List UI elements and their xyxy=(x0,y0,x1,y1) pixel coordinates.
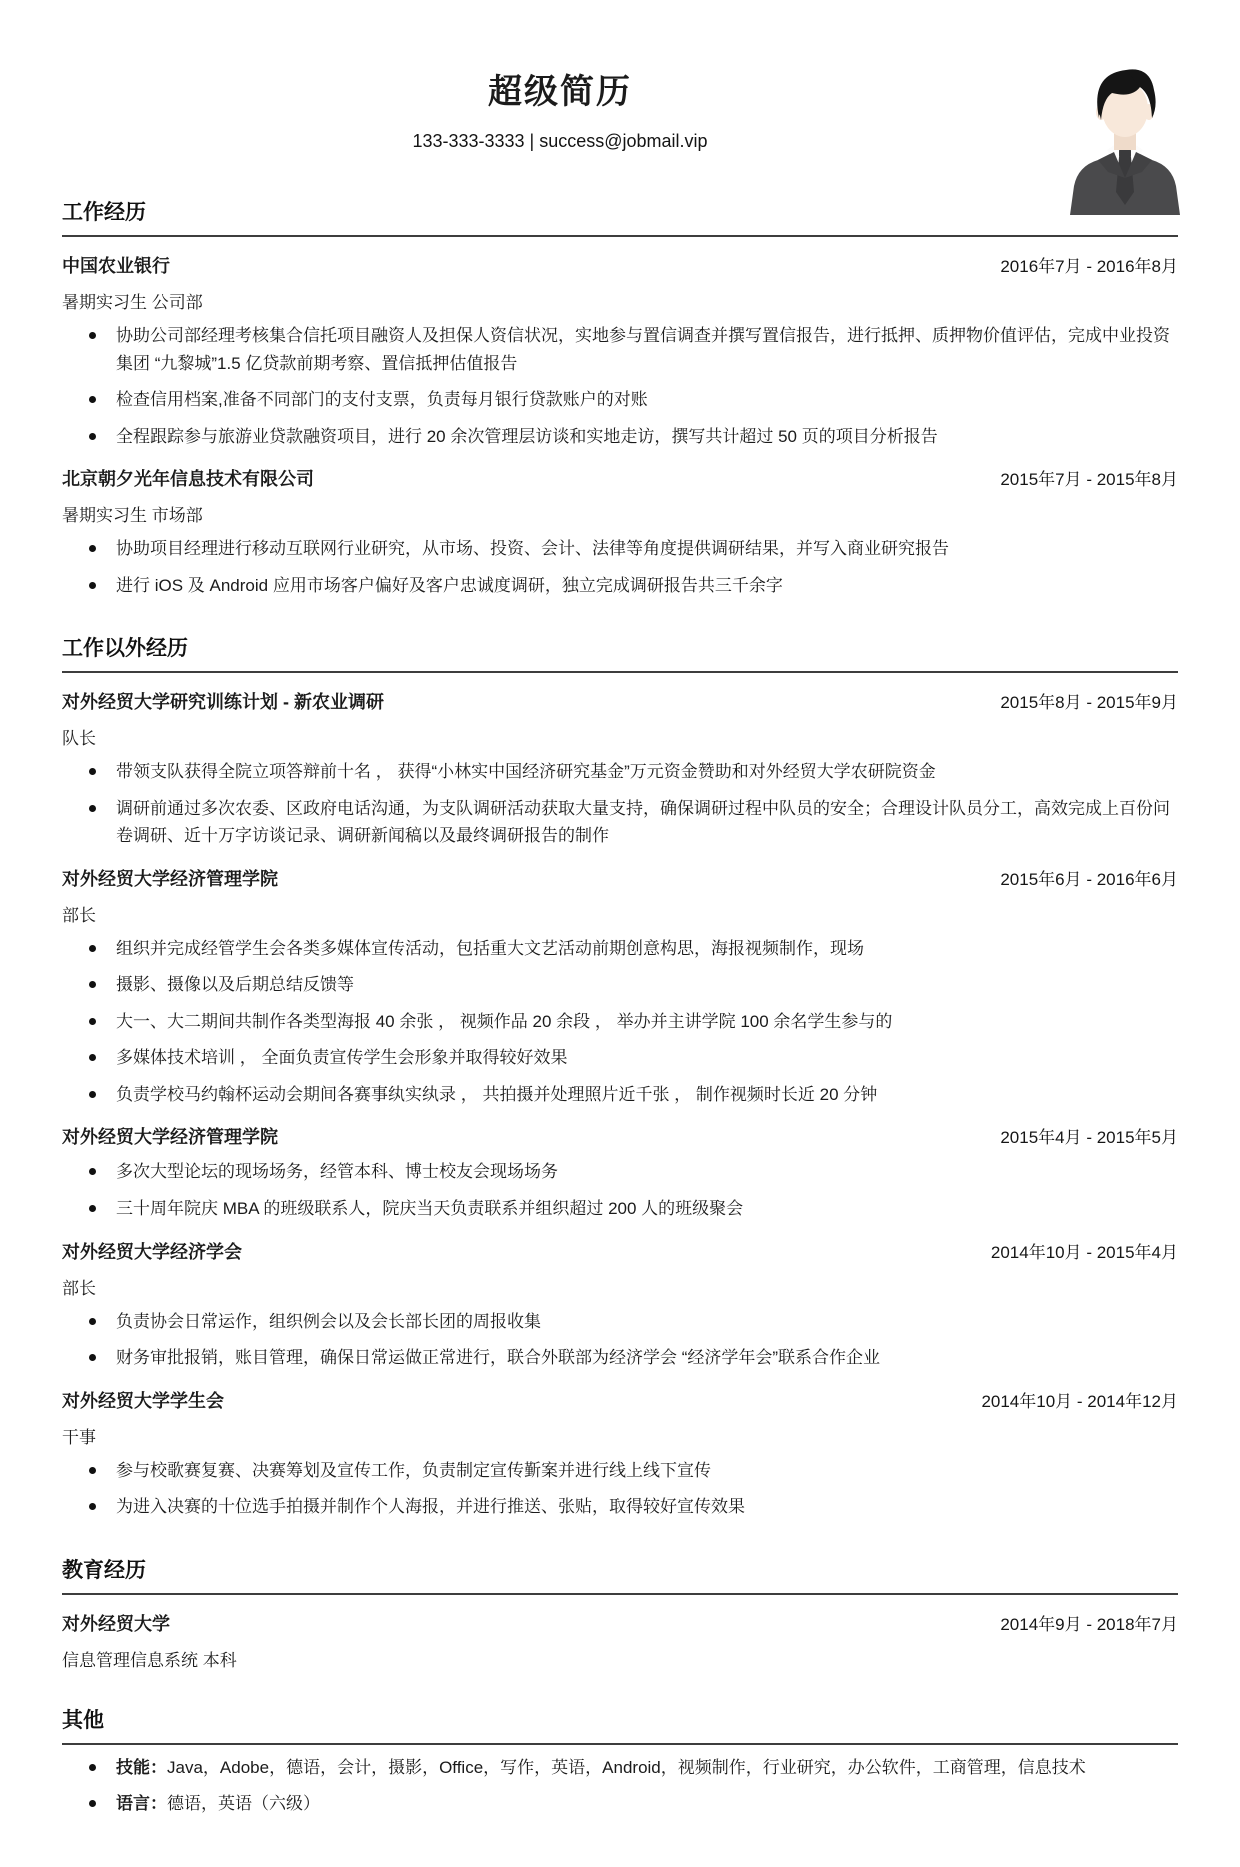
bullet-list xyxy=(62,1457,1178,1521)
bullet-item xyxy=(62,795,1178,850)
bullet-item xyxy=(62,1195,1178,1223)
entry-date: 2014年9月 - 2018年7月 xyxy=(1000,1614,1178,1634)
entry-role: 暑期实习生 公司部 xyxy=(62,293,203,312)
bullet-item xyxy=(62,935,1178,963)
bullet-icon xyxy=(89,1018,96,1025)
bullet-icon xyxy=(89,1354,96,1361)
bullet-icon xyxy=(89,1467,96,1474)
bullet-text: 检查信用档案,准备不同部门的支付支票，负责每月银行贷款账户的对账 xyxy=(116,390,648,410)
bullet-list xyxy=(62,1158,1178,1222)
bullet-icon xyxy=(89,1168,96,1175)
bullet-text: 协助项目经理进行移动互联网行业研究，从市场、投资、会计、法律等角度提供调研结果，并写入商业研究报告 xyxy=(116,539,949,559)
bullet-text: 为进入决赛的十位选手拍摄并制作个人海报，并进行推送、张贴，取得较好宣传效果 xyxy=(116,1497,745,1517)
bullet-item xyxy=(62,1493,1178,1521)
bullet-icon xyxy=(89,1205,96,1212)
bullet-icon xyxy=(89,1503,96,1510)
bullet-item xyxy=(62,322,1178,377)
bullet-icon xyxy=(89,396,96,403)
bullet-list xyxy=(62,758,1178,850)
resume-title: 超级简历 xyxy=(488,73,632,111)
bullet-item xyxy=(62,535,1178,563)
bullet-list xyxy=(62,935,1178,1109)
bullet-item xyxy=(62,1754,1178,1782)
entry-org: 北京朝夕光年信息技术有限公司 xyxy=(62,469,314,490)
bullet-icon xyxy=(89,433,96,440)
entry-org: 对外经贸大学经济学会 xyxy=(62,1241,242,1262)
resume-section xyxy=(62,196,1178,599)
bullet-item xyxy=(62,1008,1178,1036)
bullet-body: 德语，英语（六级） xyxy=(167,1794,320,1814)
contact-line: 133-333-3333 | success@jobmail.vip xyxy=(412,131,708,151)
bullet-text: 摄影、摄像以及后期总结反馈等 xyxy=(116,975,354,995)
entry-org: 对外经贸大学研究训练计划 - 新农业调研 xyxy=(62,692,384,713)
bullet-item xyxy=(62,1790,1178,1818)
entry-org: 中国农业银行 xyxy=(62,256,170,276)
section-heading: 工作经历 xyxy=(62,196,1178,237)
bullet-icon xyxy=(89,582,96,589)
bullet-text: 进行 iOS 及 Android 应用市场客户偏好及客户忠诚度调研，独立完成调研报告共三千余字 xyxy=(116,575,783,595)
bullet-text: 协助公司部经理考核集合信托项目融资人及担保人资信状况，实地参与置信调查并撰写置信报告，进行抵押、质押物价值评估，完成中业投资集团 “九黎城”1.5 亿贷款前期考察、置信抵押估值报告 xyxy=(116,326,1170,373)
entry-date: 2015年8月 - 2015年9月 xyxy=(1000,693,1178,713)
entry-header xyxy=(62,688,1178,714)
resume-section xyxy=(62,1554,1178,1671)
bullet-icon xyxy=(89,1764,96,1771)
entry-date: 2016年7月 - 2016年8月 xyxy=(1000,257,1178,276)
entry-date: 2015年4月 - 2015年5月 xyxy=(1000,1128,1178,1148)
bullet-text: 三十周年院庆 MBA 的班级联系人，院庆当天负责联系并组织超过 200 人的班级聚会 xyxy=(116,1198,744,1218)
bullet-text: 参与校歌赛复赛、决赛筹划及宣传工作，负责制定宣传斳案并进行线上线下宣传 xyxy=(116,1460,711,1480)
bullet-list xyxy=(62,1754,1178,1818)
bullet-icon xyxy=(89,1800,96,1807)
bullet-text: 大一、大二期间共制作各类型海报 40 余张 ， 视频作品 20 余段 ， 举办并主讲学院 100 余名学生参与的 xyxy=(116,1011,893,1031)
section-heading: 教育经历 xyxy=(62,1554,1178,1595)
entry-org: 对外经贸大学经济管理学院 xyxy=(62,1127,278,1148)
resume-section xyxy=(62,1704,1178,1818)
bullet-list xyxy=(62,1308,1178,1372)
entry-role: 信息管理信息系统 本科 xyxy=(62,1650,237,1670)
resume-section xyxy=(62,632,1178,1520)
avatar-illustration xyxy=(1070,62,1180,215)
bullet-text: 多次大型论坛的现场场务，经管本科、博士校友会现场场务 xyxy=(116,1162,558,1182)
entry-header xyxy=(62,865,1178,891)
bullet-text: 组织并完成经管学生会各类多媒体宣传活动，包括重大文艺活动前期创意构思，海报视频制作，现场 xyxy=(116,938,864,958)
bullet-list xyxy=(62,322,1178,450)
bullet-item xyxy=(62,758,1178,786)
bullet-text xyxy=(116,1790,1178,1818)
section-heading: 其他 xyxy=(62,1704,1178,1745)
bullet-item xyxy=(62,1457,1178,1485)
bullet-icon xyxy=(89,768,96,775)
entry-header xyxy=(62,1387,1178,1413)
bullet-item xyxy=(62,1044,1178,1072)
bullet-icon xyxy=(89,1054,96,1061)
entry-date: 2015年6月 - 2016年6月 xyxy=(1000,869,1178,889)
bullet-text: 负责学校马约翰杯运动会期间各赛事纨实纨录 ， 共拍摄并处理照片近千张 ， 制作视频时长近 20 分钟 xyxy=(116,1084,878,1104)
bullet-label: 技能： xyxy=(116,1757,167,1777)
bullet-text: 带领支队获得全院立项答辩前十名 ， 获得“小林实中国经济研究基金”万元资金赞助和对外经贸大学农研院资金 xyxy=(116,762,936,782)
entry-role: 干事 xyxy=(62,1427,96,1447)
bullet-text: 多媒体技术培训 ， 全面负责宣传学生会形象并取得较好效果 xyxy=(116,1048,568,1068)
bullet-text: 负责协会日常运作，组织例会以及会长部长团的周报收集 xyxy=(116,1311,541,1331)
entry-header xyxy=(62,1238,1178,1264)
bullet-icon xyxy=(89,805,96,812)
bullet-body: Java，Adobe，德语，会计，摄影，Office，写作，英语，Android，视频制作，行业研究，办公软件，工商管理，信息技术 xyxy=(167,1757,1086,1777)
resume-sections xyxy=(62,196,1178,1818)
entry-header xyxy=(62,465,1178,491)
bullet-item xyxy=(62,386,1178,414)
entry-org: 对外经贸大学 xyxy=(62,1613,170,1634)
bullet-item xyxy=(62,423,1178,451)
entry-date: 2014年10月 - 2015年4月 xyxy=(990,1242,1178,1262)
bullet-text: 全程跟踪参与旅游业贷款融资项目，进行 20 余次管理层访谈和实地走访，撰写共计超过 50 页的项目分析报告 xyxy=(116,426,938,446)
entry-header xyxy=(62,1123,1178,1149)
bullet-item xyxy=(62,971,1178,999)
bullet-icon xyxy=(89,545,96,552)
entry-header xyxy=(62,1610,1178,1636)
entry-date: 2014年10月 - 2014年12月 xyxy=(981,1391,1178,1411)
resume-header xyxy=(62,64,1058,152)
bullet-icon xyxy=(89,1318,96,1325)
bullet-text: 调研前通过多次农委、区政府电话沟通，为支队调研活动获取大量支持，确保调研过程中队员的安全；合理设计队员分工，高效完成上百份问卷调研、近十万字访谈记录、调研新闻稿以及最终调研报告的制作 xyxy=(116,798,1170,846)
bullet-icon xyxy=(89,332,96,339)
profile-photo xyxy=(1070,62,1180,215)
bullet-list xyxy=(62,535,1178,599)
bullet-item xyxy=(62,1158,1178,1186)
entry-date: 2015年7月 - 2015年8月 xyxy=(1000,470,1178,490)
bullet-text: 财务审批报销，账目管理，确保日常运做正常进行，联合外联部为经济学会 “经济学年会”联系合作企业 xyxy=(116,1348,881,1368)
entry-header xyxy=(62,252,1178,278)
entry-role: 暑期实习生 市场部 xyxy=(62,506,203,526)
entry-role: 部长 xyxy=(62,905,96,925)
bullet-text xyxy=(116,1754,1178,1782)
entry-role: 队长 xyxy=(62,729,96,749)
entry-role: 部长 xyxy=(62,1278,96,1298)
bullet-item xyxy=(62,1081,1178,1109)
bullet-item xyxy=(62,1308,1178,1336)
bullet-label: 语言： xyxy=(116,1794,167,1814)
bullet-item xyxy=(62,1344,1178,1372)
bullet-icon xyxy=(89,945,96,952)
bullet-item xyxy=(62,572,1178,600)
entry-org: 对外经贸大学经济管理学院 xyxy=(62,868,278,889)
entry-org: 对外经贸大学学生会 xyxy=(62,1390,224,1411)
section-heading: 工作以外经历 xyxy=(62,632,1178,673)
bullet-icon xyxy=(89,1091,96,1098)
bullet-icon xyxy=(89,981,96,988)
